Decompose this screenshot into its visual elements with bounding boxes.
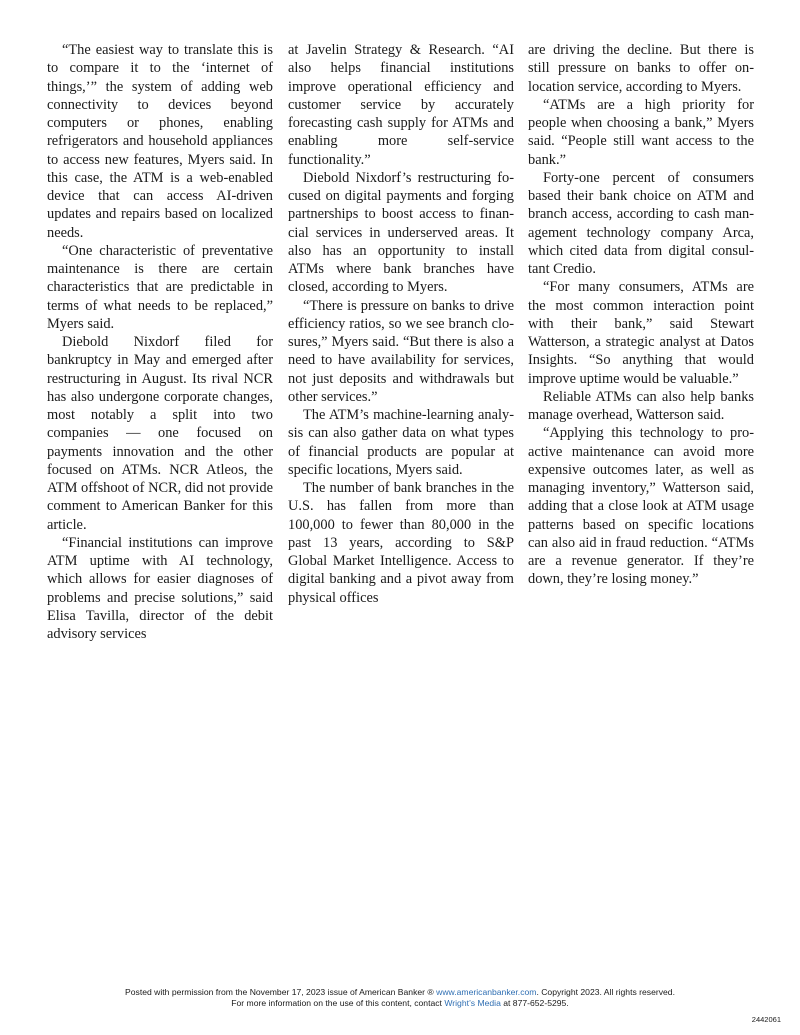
paragraph: The number of bank branches in the U.S. has fallen from more than 100,000 to fewer than 80,000 in the past 13 years, according to S&P Global Market Intelligence. Access to digital banking and a pivot away from physical offices [288,480,514,606]
footer-text: . Copyright 2023. All rights reserved. [536,987,675,997]
document-id: 2442061 [751,1015,781,1024]
footer-text: Posted with permission from the November 17, 2023 issue of American Banker ® [125,987,437,997]
footer-text: For more information on the use of this content, contact [231,998,445,1008]
paragraph: Forty-one percent of consumers based their bank choice on ATM and branch access, according to cash management technology company Arca, which cited data from digital consultant Credio. [528,169,754,277]
paragraph: “There is pressure on banks to drive efficiency ratios, so we see branch closures,” Myers said. “But there is also a need to have availability for services, not just deposits and withdrawals but other services.” [288,297,514,405]
paragraph: “Applying this technology to proactive maintenance can avoid more expensive outcomes later, as well as managing inventory,” Watterson said, adding that a close look at ATM usage patterns based on specific locations can also aid in fraud reduction. “ATMs are a revenue generator. If they’re down, they’re losing money.” [528,425,754,588]
paragraph: Diebold Nixdorf’s restructuring focused on digital payments and forging partnerships to boost access to financial services in underserved areas. It also has an opportunity to install ATMs where bank branches have closed, according to Myers. [288,169,514,296]
paragraph: “ATMs are a high priority for people when choosing a bank,” Myers said. “People still want access to the bank.” [528,96,754,168]
footer-line-1 [0,987,800,998]
article-column-1 [47,41,273,643]
american-banker-link[interactable]: www.americanbanker.com [436,987,537,997]
paragraph: “For many consumers, ATMs are the most common interaction point with their bank,” said Stewart Watterson, a strategic analyst at Datos Insights. “So anything that would improve uptime would be valuable.” [528,279,754,387]
article-column-3 [528,41,754,589]
footer-text: at 877-652-5295. [500,998,569,1008]
article-column-2 [288,41,514,607]
footer-line-2 [0,998,800,1009]
paragraph: Reliable ATMs can also help banks manage overhead, Watterson said. [528,388,754,423]
paragraph: The ATM’s machine-learning analysis can also gather data on what types of financial products are popular at specific locations, Myers said. [288,407,514,478]
paragraph: at Javelin Strategy & Research. “AI also helps financial institutions improve operational efficiency and customer service by accurately forecasting cash supply for ATMs and enabling more self-service functionality.” [288,42,514,168]
permission-footer [0,987,800,1009]
paragraph: Diebold Nixdorf filed for bankruptcy in May and emerged after restructuring in August. Its rival NCR has also undergone corporate changes, most notably a split into two companies — one focused on payments innovation and the other focused on ATMs. NCR Atleos, the ATM offshoot of NCR, did not provide comment to American Banker for this article. [47,334,273,533]
paragraph: “The easiest way to translate this is to compare it to the ‘internet of things,’” the system of adding web connectivity to devices beyond computers or phones, enabling refrigerators and household appliances to access new features, Myers said. In this case, the ATM is a web-enabled device that can access AI-driven updates and repairs based on localized needs. [47,42,273,241]
paragraph: are driving the decline. But there is still pressure on banks to offer on-location service, according to Myers. [528,42,754,95]
wrights-media-link[interactable]: Wright’s Media [444,998,501,1008]
paragraph: “Financial institutions can improve ATM uptime with AI technology, which allows for easier diagnoses of problems and precise solutions,” said Elisa Tavilla, director of the debit advisory services [47,534,273,642]
paragraph: “One characteristic of preventative maintenance is there are certain characteristics that are predictable in terms of what needs to be replaced,” Myers said. [47,242,273,332]
